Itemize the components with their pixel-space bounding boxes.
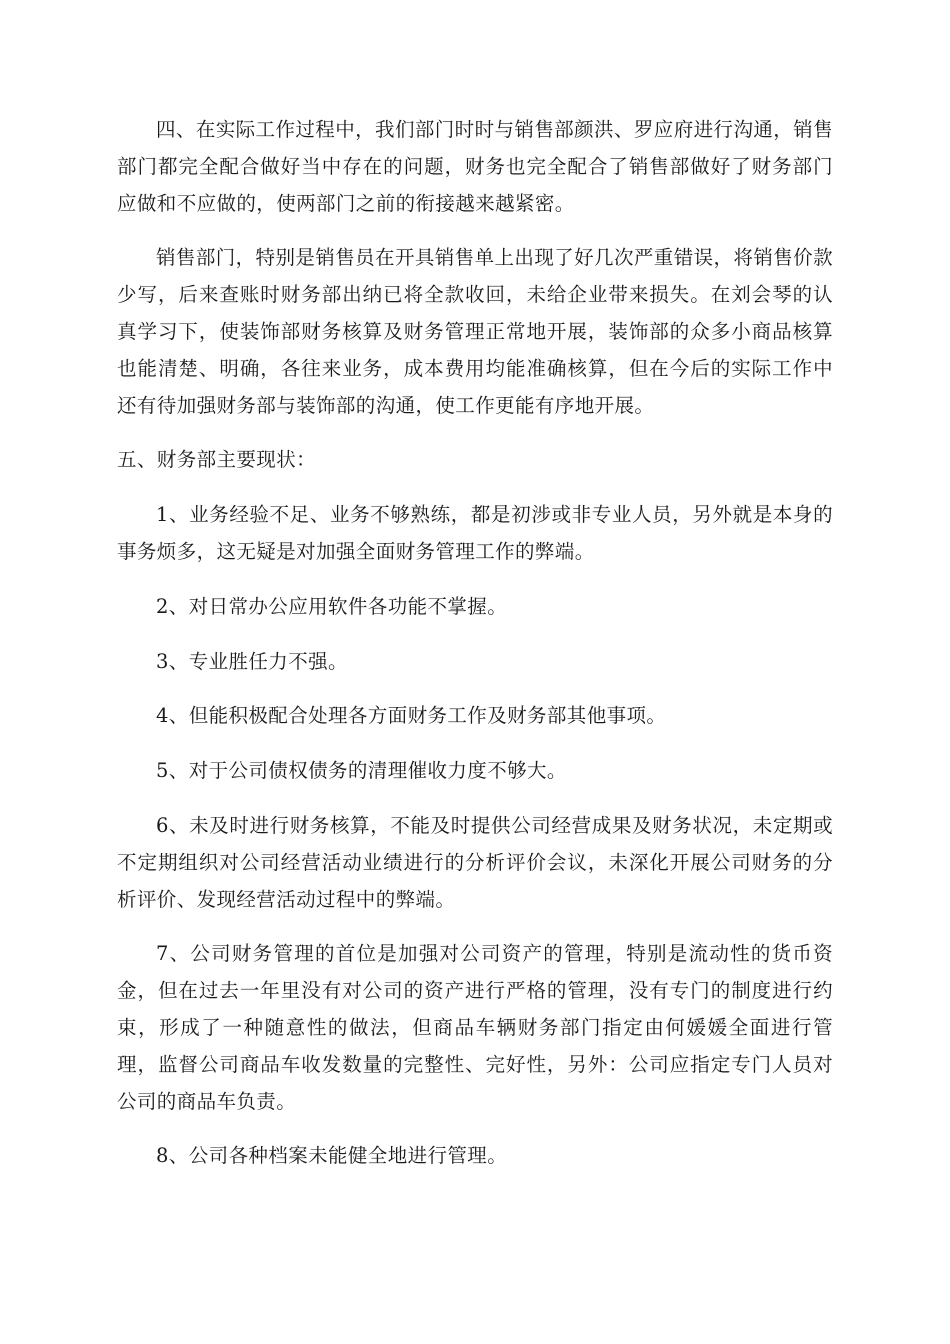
list-item-5: 5、对于公司债权债务的清理催收力度不够大。 bbox=[156, 759, 567, 783]
list-item-3: 3、专业胜任力不强。 bbox=[156, 649, 348, 673]
paragraph-section-four: 四、在实际工作过程中，我们部门时时与销售部颜洪、罗应府进行沟通，销售部门都完全配合做好当中存在的问题，财务也完全配合了销售部做好了财务部门应做和不应做的，使两部门之前的衔接越来越紧密。 bbox=[117, 118, 833, 215]
document-page bbox=[117, 112, 833, 1193]
list-item-8: 8、公司各种档案未能健全地进行管理。 bbox=[156, 1144, 508, 1168]
list-item-1: 1、业务经验不足、业务不够熟练，都是初涉或非专业人员，另外就是本身的事务烦多，这无疑是对加强全面财务管理工作的弊端。 bbox=[117, 503, 833, 563]
list-item-7: 7、公司财务管理的首位是加强对公司资产的管理，特别是流动性的货币资金，但在过去一年里没有对公司的资产进行严格的管理，没有专门的制度进行约束，形成了一种随意性的做法，但商品车辆财务部门指定由何媛媛全面进行管理，监督公司商品车收发数量的完整性、完好性，另外：公司应指定专门人员对公司的商品车负责。 bbox=[117, 942, 833, 1113]
section-heading-five: 五、财务部主要现状： bbox=[117, 448, 317, 472]
paragraph-sales-department: 销售部门，特别是销售员在开具销售单上出现了好几次严重错误，将销售价款少写，后来查账时财务部出纳已将全款收回，未给企业带来损失。在刘会琴的认真学习下，使装饰部财务核算及财务管理正常地开展，装饰部的众多小商品核算也能清楚、明确，各往来业务，成本费用均能准确核算，但在今后的实际工作中还有待加强财务部与装饰部的沟通，使工作更能有序地开展。 bbox=[117, 246, 833, 417]
list-item-4: 4、但能积极配合处理各方面财务工作及财务部其他事项。 bbox=[156, 704, 667, 728]
list-item-6: 6、未及时进行财务核算，不能及时提供公司经营成果及财务状况，未定期或不定期组织对公司经营活动业绩进行的分析评价会议，未深化开展公司财务的分析评价、发现经营活动过程中的弊端。 bbox=[117, 813, 833, 911]
list-item-2: 2、对日常办公应用软件各功能不掌握。 bbox=[156, 594, 508, 618]
